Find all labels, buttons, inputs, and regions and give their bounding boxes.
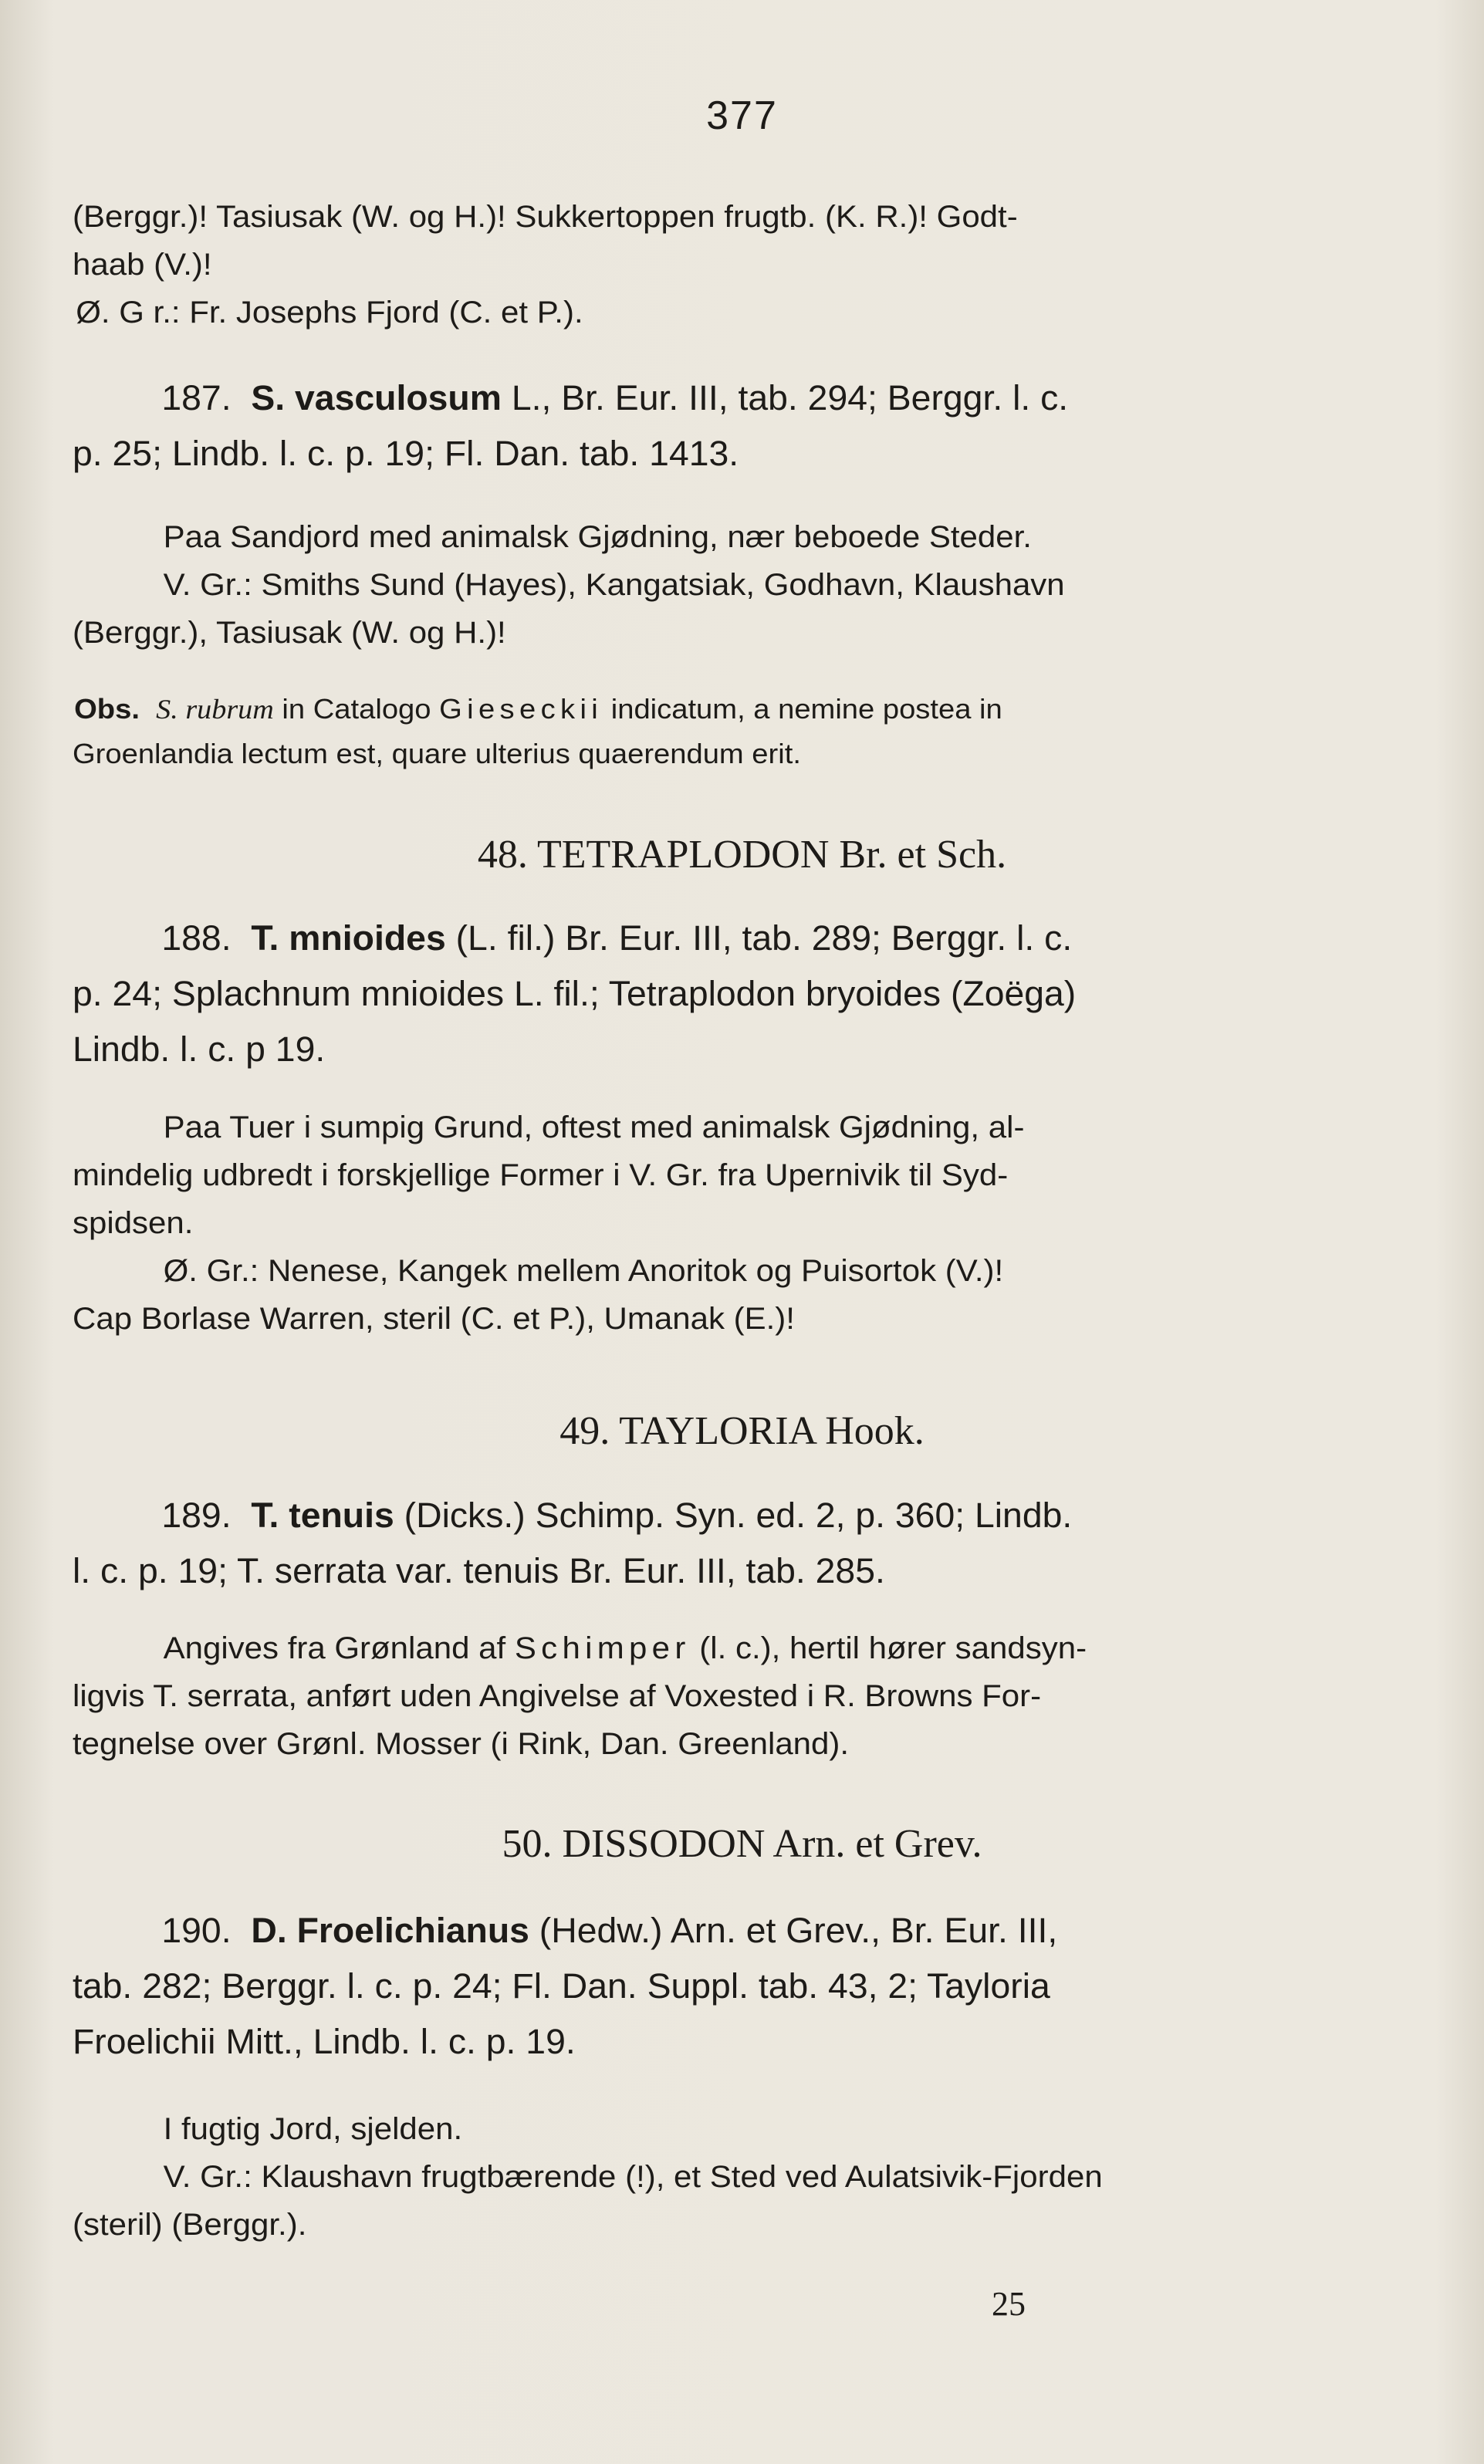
entry-line: tab. 282; Berggr. l. c. p. 24; Fl. Dan. Suppl. tab. 43, 2; Tayloria	[73, 1966, 1050, 2006]
entry-line	[73, 911, 1328, 966]
locality-text: Fr. Josephs Fjord (C. et P.).	[180, 296, 583, 330]
genus-heading-49: 49. TAYLORIA Hook.	[559, 1409, 925, 1453]
species-name: D. Froelichianus	[251, 1911, 529, 1950]
obs-text: indicatum, a nemine postea in	[603, 693, 1002, 725]
obs-line: Groenlandia lectum est, quare ulterius quaerendum erit.	[73, 738, 801, 769]
entry-number: 190.	[161, 1911, 232, 1950]
entry-line: p. 24; Splachnum mnioides L. fil.; Tetraplodon bryoides (Zoëga)	[73, 974, 1077, 1013]
habitat-line: V. Gr.: Smiths Sund (Hayes), Kangatsiak, Godhavn, Klaushavn	[163, 568, 1065, 602]
habitat-187	[73, 513, 1353, 657]
obs-species: S. rubrum	[156, 694, 274, 725]
text-line	[73, 289, 1353, 336]
entry-line: Lindb. l. c. p 19.	[73, 1029, 326, 1069]
entry-line: l. c. p. 19; T. serrata var. tenuis Br. Eur. III, tab. 285.	[73, 1551, 885, 1590]
entry-line: Froelichii Mitt., Lindb. l. c. p. 19.	[73, 2022, 576, 2061]
reference-text: (L. fil.) Br. Eur. III, tab. 289; Berggr. l. c.	[445, 918, 1073, 958]
author-name: Schimper	[514, 1631, 691, 1665]
species-name: T. mnioides	[251, 918, 446, 958]
habitat-text: Angives fra Grønland af	[163, 1631, 515, 1665]
species-entry-190	[73, 1903, 1328, 2070]
genus-heading-50: 50. DISSODON Arn. et Grev.	[502, 1822, 982, 1866]
species-entry-188	[73, 911, 1328, 1077]
habitat-text: (l. c.), hertil hører sandsyn-	[690, 1631, 1087, 1665]
text-line: haab (V.)!	[73, 248, 212, 282]
species-name: T. tenuis	[251, 1496, 394, 1535]
habitat-line: I fugtig Jord, sjelden.	[163, 2112, 463, 2146]
entry-line	[73, 370, 1328, 426]
region-label: Ø. G r.:	[76, 296, 181, 330]
habitat-line: Cap Borlase Warren, steril (C. et P.), Umanak (E.)!	[73, 1302, 795, 1336]
habitat-line	[73, 1624, 1353, 1672]
reference-text: (Dicks.) Schimp. Syn. ed. 2, p. 360; Lindb.	[394, 1496, 1073, 1535]
habitat-line: Paa Sandjord med animalsk Gjødning, nær beboede Steder.	[163, 520, 1032, 554]
obs-text: in Catalogo	[273, 693, 440, 725]
species-entry-187	[73, 370, 1328, 482]
observation-note	[73, 687, 1365, 776]
habitat-line: Paa Tuer i sumpig Grund, oftest med animalsk Gjødning, al-	[163, 1110, 1025, 1144]
habitat-line: (Berggr.), Tasiusak (W. og H.)!	[73, 616, 506, 650]
habitat-line: tegnelse over Grønl. Mosser (i Rink, Dan. Greenland).	[73, 1727, 850, 1761]
species-entry-189	[73, 1488, 1328, 1599]
text-line: (Berggr.)! Tasiusak (W. og H.)! Sukkertoppen frugtb. (K. R.)! Godt-	[73, 200, 1018, 234]
reference-text: (Hedw.) Arn. et Grev., Br. Eur. III,	[529, 1911, 1058, 1950]
entry-line: p. 25; Lindb. l. c. p. 19; Fl. Dan. tab. 1413.	[73, 434, 739, 473]
habitat-line: (steril) (Berggr.).	[73, 2208, 307, 2242]
obs-author: Gieseckii	[439, 693, 603, 725]
entry-number: 188.	[161, 918, 232, 958]
habitat-line: spidsen.	[73, 1206, 194, 1240]
habitat-189	[73, 1624, 1353, 1768]
habitat-190	[73, 2105, 1353, 2249]
habitat-line: ligvis T. serrata, anført uden Angivelse af Voxested i R. Browns For-	[73, 1679, 1042, 1713]
reference-text: L., Br. Eur. III, tab. 294; Berggr. l. c.	[501, 378, 1069, 417]
page-number: 377	[706, 93, 778, 138]
species-name: S. vasculosum	[251, 378, 502, 417]
entry-line	[73, 1903, 1328, 1959]
genus-heading-48: 48. TETRAPLODON Br. et Sch.	[477, 833, 1007, 877]
entry-line	[73, 1488, 1328, 1543]
signature-mark: 25	[992, 2285, 1026, 2323]
continuation-paragraph	[73, 193, 1353, 336]
obs-line	[73, 687, 1365, 732]
habitat-line: Ø. Gr.: Nenese, Kangek mellem Anoritok og Puisortok (V.)!	[163, 1254, 1004, 1288]
habitat-line: mindelig udbredt i forskjellige Former i V. Gr. fra Upernivik til Syd-	[73, 1158, 1009, 1192]
obs-label: Obs.	[74, 693, 140, 725]
entry-number: 189.	[161, 1496, 232, 1535]
habitat-line: V. Gr.: Klaushavn frugtbærende (!), et Sted ved Aulatsivik-Fjorden	[163, 2160, 1103, 2194]
habitat-188	[73, 1104, 1353, 1343]
entry-number: 187.	[161, 378, 232, 417]
